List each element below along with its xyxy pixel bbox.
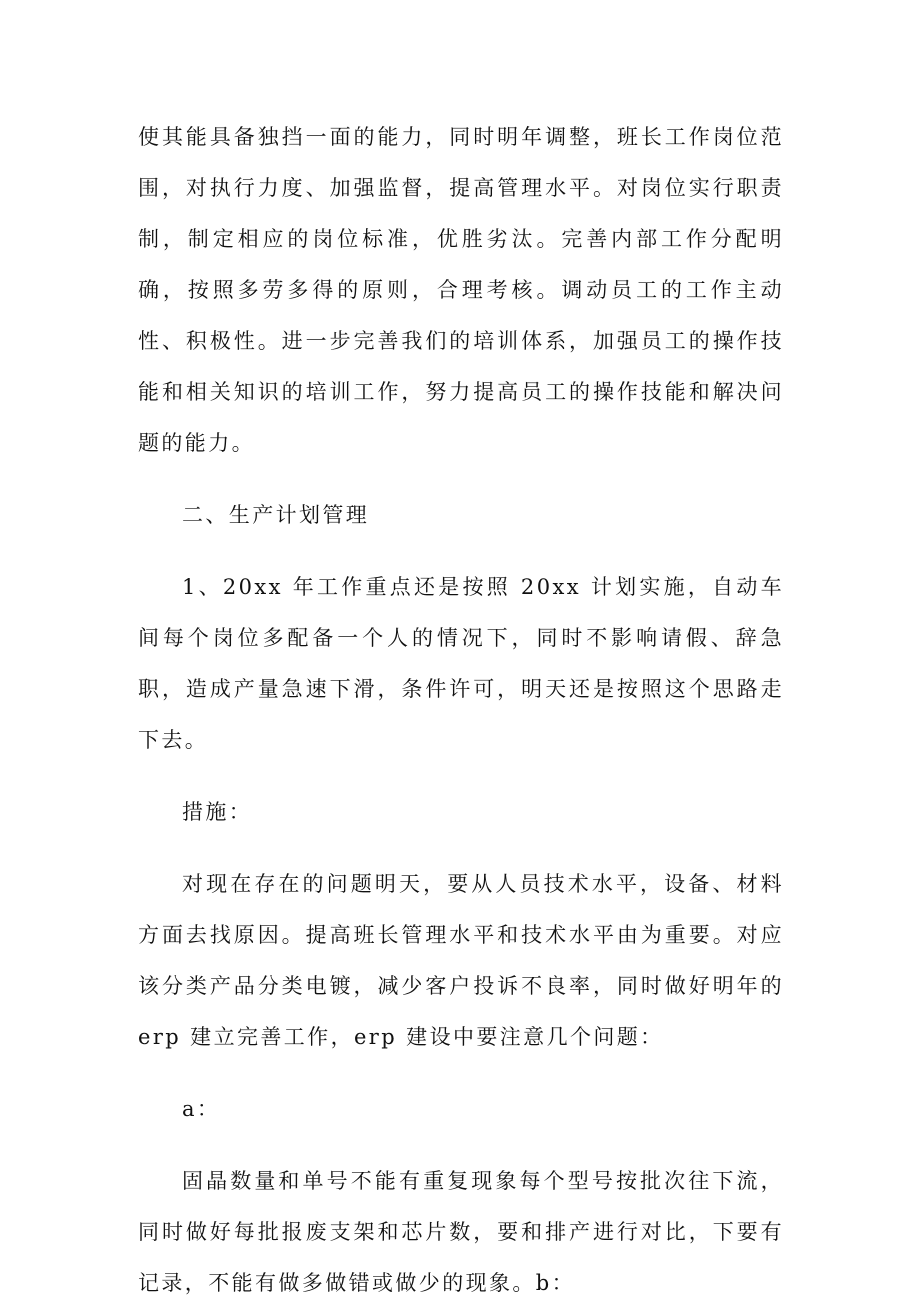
section-heading: 二、生产计划管理 [182,503,370,527]
item-a-label: a： [182,1097,221,1121]
paragraph-plan: 1、20xx 年工作重点还是按照 20xx 计划实施，自动车间每个岗位多配备一个人的情况下，同时不影响请假、辞急职，造成产量急速下滑，条件许可，明天还是按照这个思路走下去。 [138,575,784,752]
measures-label: 措施： [182,800,253,824]
paragraph-continuation: 使其能具备独挡一面的能力，同时明年调整，班长工作岗位范围，对执行力度、加强监督，提高管理水平。对岗位实行职责制，制定相应的岗位标准，优胜劣汰。完善内部工作分配明确，按照多劳多得的原则，合理考核。调动员工的工作主动性、积极性。进一步完善我们的培训体系，加强员工的操作技能和相关知识的培训工作，努力提高员工的操作技能和解决问题的能力。 [138,125,784,455]
paragraph-gap [138,1135,784,1156]
paragraph-gap [138,469,784,490]
paragraph-gap [138,541,784,562]
document-page [138,112,784,1309]
paragraph-measures: 对现在存在的问题明天，要从人员技术水平，设备、材料方面去找原因。提高班长管理水平和技术水平由为重要。对应该分类产品分类电镀，减少客户投诉不良率，同时做好明年的 erp 建立完善工作，erp 建设中要注意几个问题： [138,872,784,1049]
paragraph-gap [138,766,784,787]
paragraph-gap [138,838,784,859]
paragraph-gap [138,1063,784,1084]
paragraph-item-a: 固晶数量和单号不能有重复现象每个型号按批次往下流，同时做好每批报废支架和芯片数，要和排产进行对比，下要有记录，不能有做多做错或做少的现象。b： [138,1169,784,1295]
